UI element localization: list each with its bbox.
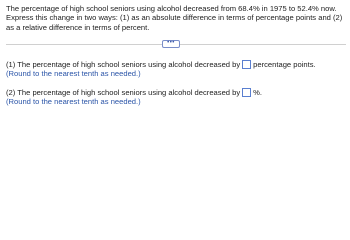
expand-more-button[interactable]: ••• (162, 40, 180, 48)
part-2-answer-input[interactable] (242, 88, 251, 97)
part-2-hint: (Round to the nearest tenth as needed.) (6, 97, 141, 107)
part-1-answer-input[interactable] (242, 60, 251, 69)
part-2-unit: %. (253, 88, 263, 97)
question-text: The percentage of high school seniors using alcohol decreased from 68.4% in 1975 to 52.4% now. Express this change in two ways: (1) as an absolute difference in terms of percentage points and (2) as a relative difference in terms of percent. (6, 4, 343, 32)
part-1-prompt: (1) The percentage of high school seniors using alcohol decreased by (6, 60, 241, 69)
part-2-prompt: (2) The percentage of high school seniors using alcohol decreased by (6, 88, 241, 97)
part-2 (6, 88, 262, 107)
part-1-hint: (Round to the nearest tenth as needed.) (6, 69, 141, 79)
part-1-unit: percentage points. (253, 60, 316, 69)
part-1 (6, 60, 316, 79)
